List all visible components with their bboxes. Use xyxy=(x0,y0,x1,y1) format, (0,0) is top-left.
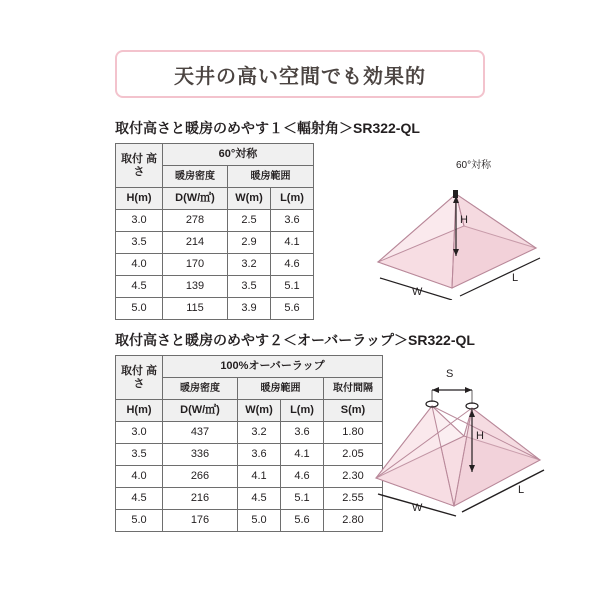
cell: 3.5 xyxy=(228,276,271,298)
cell: 1.80 xyxy=(324,422,383,444)
cell: 3.9 xyxy=(228,298,271,320)
cell: 5.1 xyxy=(281,488,324,510)
label-w: W xyxy=(412,502,423,514)
diagram-overlap xyxy=(360,360,590,520)
cell: 5.0 xyxy=(116,510,163,532)
cell: 4.6 xyxy=(271,254,314,276)
section-2-title: 取付高さと暖房のめやす２＜オーバーラップ＞SR322-QL xyxy=(115,332,475,348)
cell-unit-d: D(W/㎡) xyxy=(163,400,238,422)
diagram-caption: 60°対称 xyxy=(456,160,492,171)
cell: 2.80 xyxy=(324,510,383,532)
cell-unit-s: S(m) xyxy=(324,400,383,422)
label-l: L xyxy=(512,272,519,284)
section-1-title: 取付高さと暖房のめやす１＜輻射角＞SR322-QL xyxy=(115,120,420,136)
table-overlap xyxy=(115,355,383,532)
cell: 5.0 xyxy=(238,510,281,532)
cell: 3.0 xyxy=(116,422,163,444)
cell: 4.1 xyxy=(281,444,324,466)
table-radiant-angle xyxy=(115,143,314,320)
cell: 3.6 xyxy=(281,422,324,444)
cell: 214 xyxy=(163,232,228,254)
cell: 2.5 xyxy=(228,210,271,232)
cell-heat-range-header: 暖房範囲 xyxy=(238,378,324,400)
cell: 3.5 xyxy=(116,444,163,466)
cell: 278 xyxy=(163,210,228,232)
cell: 2.55 xyxy=(324,488,383,510)
label-h: H xyxy=(476,430,484,442)
table-row xyxy=(116,276,314,298)
table-row xyxy=(116,444,383,466)
cell: 4.5 xyxy=(116,276,163,298)
banner xyxy=(115,50,485,98)
cell: 4.0 xyxy=(116,466,163,488)
cell: 5.6 xyxy=(271,298,314,320)
cell: 3.6 xyxy=(238,444,281,466)
table-row xyxy=(116,466,383,488)
cell-mount-height-header: 取付 高さ xyxy=(116,356,163,400)
cell: 5.0 xyxy=(116,298,163,320)
table-row xyxy=(116,510,383,532)
table-row xyxy=(116,232,314,254)
cell-group-header: 100%オーバーラップ xyxy=(163,356,383,378)
table-row xyxy=(116,422,383,444)
table-row xyxy=(116,488,383,510)
cell-mount-height-header: 取付 高さ xyxy=(116,144,163,188)
cell: 3.2 xyxy=(238,422,281,444)
cell: 4.5 xyxy=(116,488,163,510)
cell: 2.9 xyxy=(228,232,271,254)
diagram-radiant-angle-svg xyxy=(360,150,590,300)
cell: 4.1 xyxy=(271,232,314,254)
cell: 3.5 xyxy=(116,232,163,254)
cell: 4.0 xyxy=(116,254,163,276)
cell: 5.6 xyxy=(281,510,324,532)
table-row-group-header xyxy=(116,144,314,166)
cell-heat-density-header: 暖房密度 xyxy=(163,378,238,400)
label-h: H xyxy=(460,214,468,226)
table-row xyxy=(116,254,314,276)
cell: 266 xyxy=(163,466,238,488)
cell: 4.6 xyxy=(281,466,324,488)
cell: 4.5 xyxy=(238,488,281,510)
cell: 216 xyxy=(163,488,238,510)
cell-unit-w: W(m) xyxy=(228,188,271,210)
cell: 3.2 xyxy=(228,254,271,276)
cell: 170 xyxy=(163,254,228,276)
cell-unit-h: H(m) xyxy=(116,400,163,422)
table-row-group-header xyxy=(116,356,383,378)
diagram-radiant-angle xyxy=(360,150,590,300)
cell-group-header: 60°対称 xyxy=(163,144,314,166)
cell: 3.6 xyxy=(271,210,314,232)
cell: 115 xyxy=(163,298,228,320)
cell-heat-range-header: 暖房範囲 xyxy=(228,166,314,188)
cell: 2.05 xyxy=(324,444,383,466)
table-row-units xyxy=(116,188,314,210)
cell: 3.0 xyxy=(116,210,163,232)
label-s: S xyxy=(446,368,454,380)
cell-heat-density-header: 暖房密度 xyxy=(163,166,228,188)
cell: 4.1 xyxy=(238,466,281,488)
table-row-units xyxy=(116,400,383,422)
cell: 2.30 xyxy=(324,466,383,488)
cell: 176 xyxy=(163,510,238,532)
cell-unit-h: H(m) xyxy=(116,188,163,210)
label-w: W xyxy=(412,286,423,298)
banner-text: 天井の高い空間でも効果的 xyxy=(174,65,426,88)
table-row xyxy=(116,298,314,320)
cell: 139 xyxy=(163,276,228,298)
diagram-overlap-svg xyxy=(360,360,590,520)
cell-unit-l: L(m) xyxy=(271,188,314,210)
cell: 336 xyxy=(163,444,238,466)
label-l: L xyxy=(518,484,525,496)
cell-unit-l: L(m) xyxy=(281,400,324,422)
cell-spacing-header: 取付間隔 xyxy=(324,378,383,400)
cell: 437 xyxy=(163,422,238,444)
cell-unit-w: W(m) xyxy=(238,400,281,422)
table-row xyxy=(116,210,314,232)
cell: 5.1 xyxy=(271,276,314,298)
cell-unit-d: D(W/㎡) xyxy=(163,188,228,210)
